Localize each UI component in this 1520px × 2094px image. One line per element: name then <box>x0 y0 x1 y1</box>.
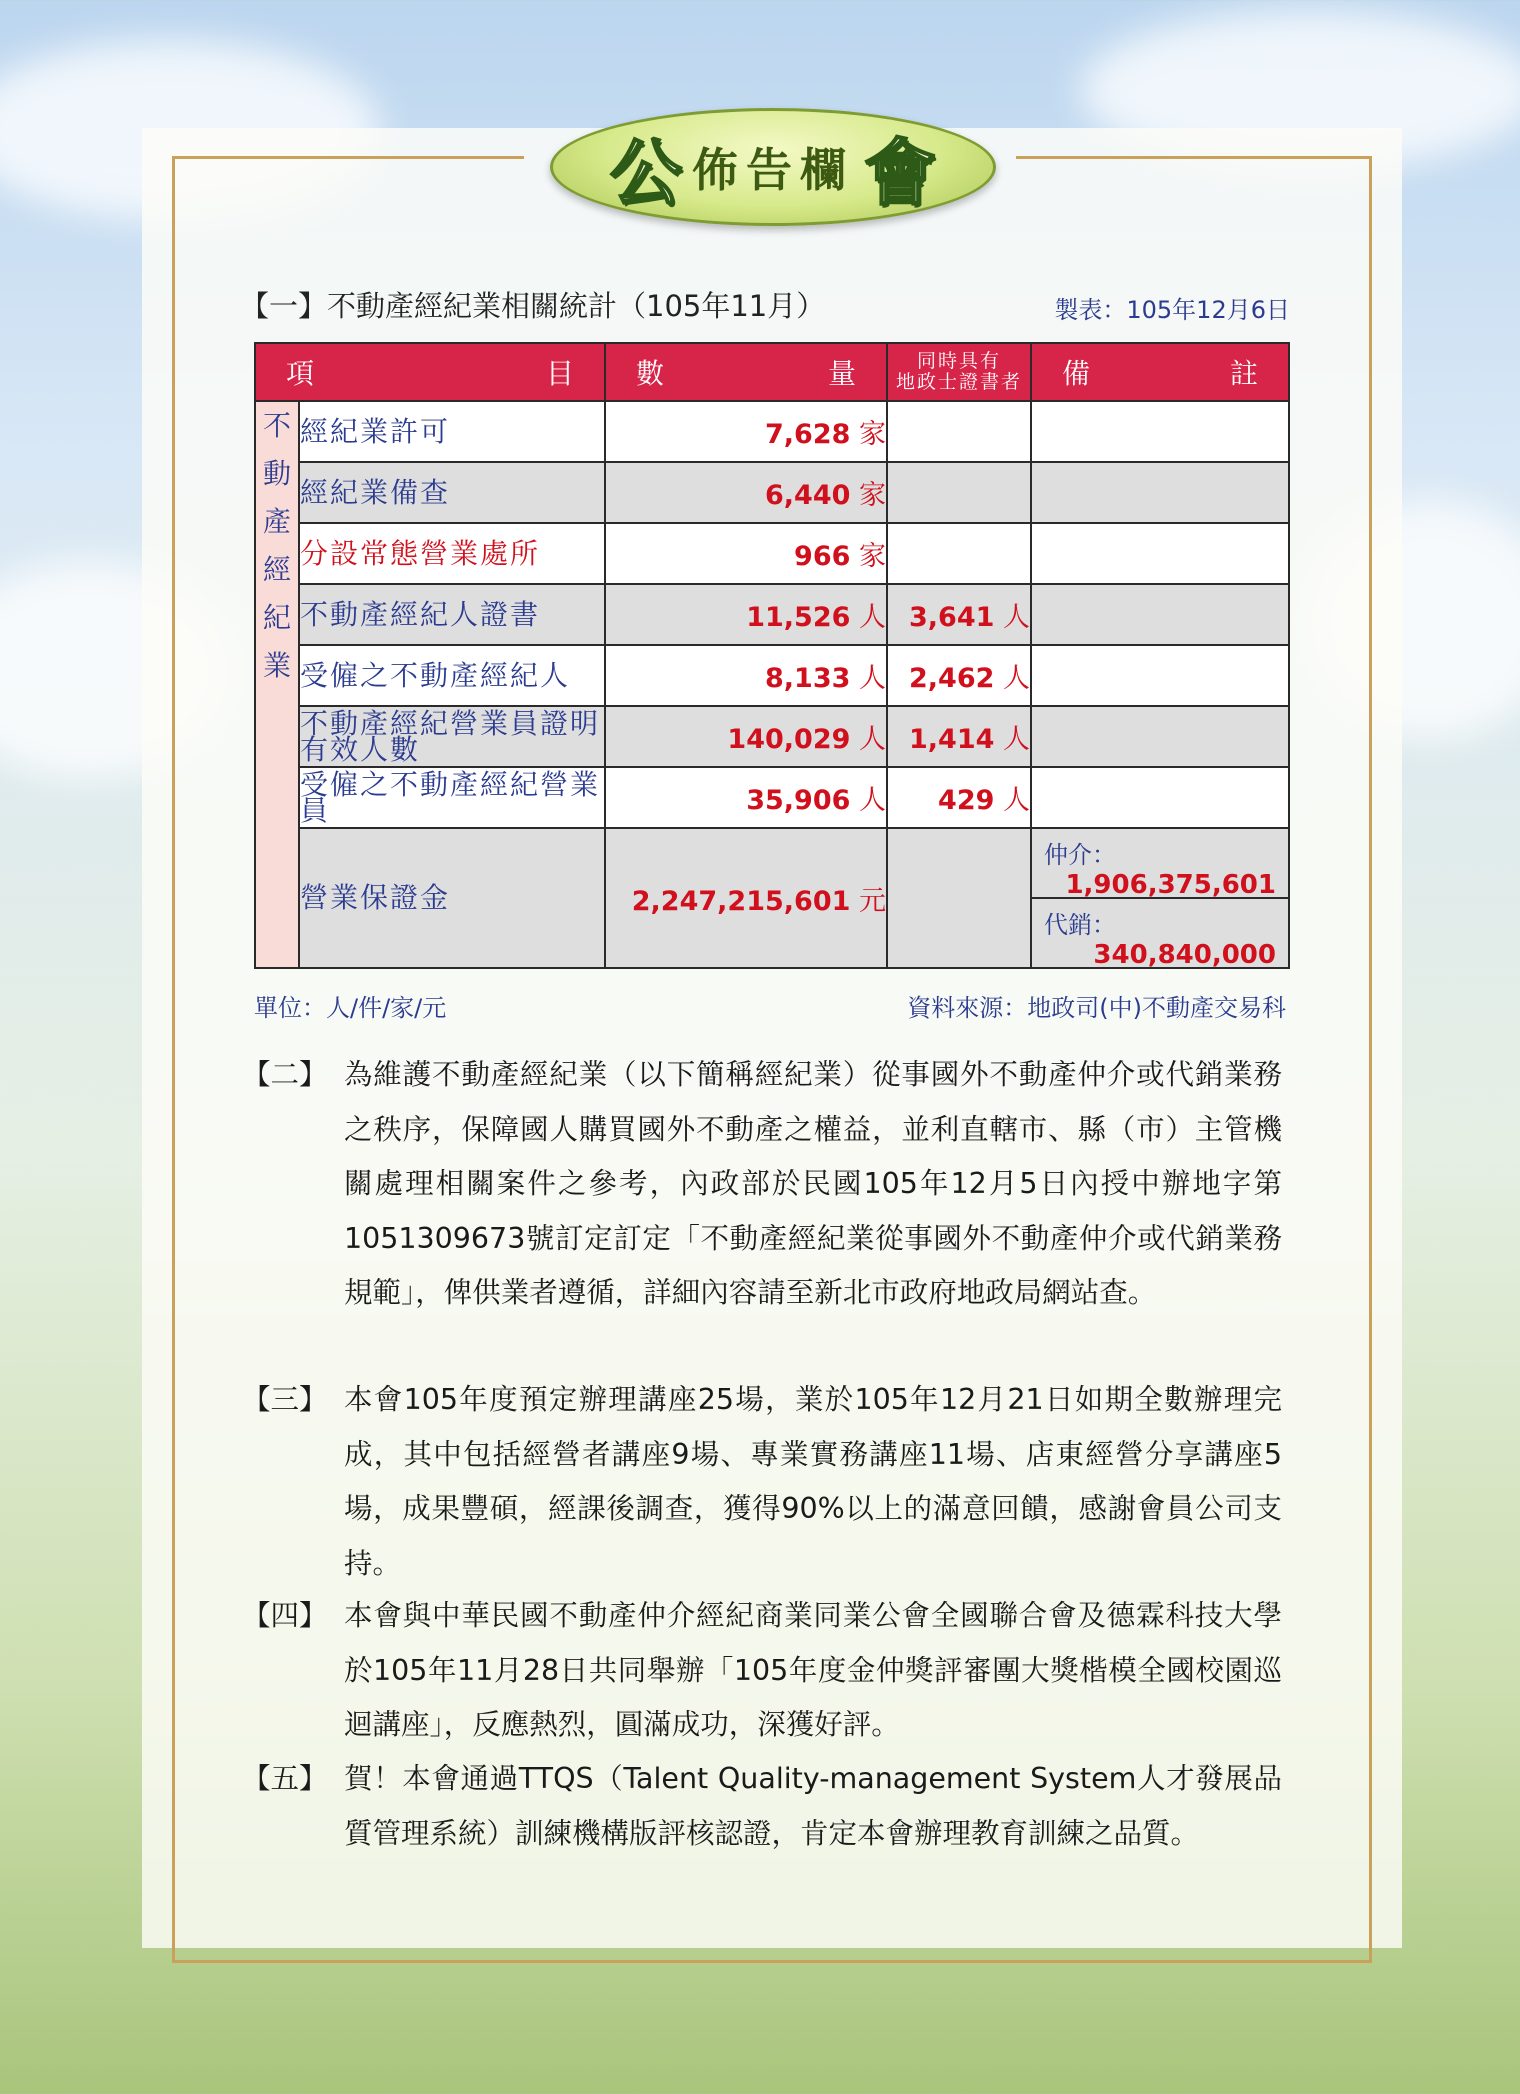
row-cert: 2,462 人 <box>887 645 1031 706</box>
row-remark <box>1031 462 1289 523</box>
paragraph-text: 本會與中華民國不動產仲介經紀商業同業公會全國聯合會及德霖科技大學於105年11月28日共同舉辦「105年度金仲獎評審團大獎楷模全國校園巡迴講座」，反應熱烈，圓滿成功，深獲好評。 <box>344 1599 1282 1741</box>
table-row <box>255 645 1289 706</box>
paragraph-text: 本會105年度預定辦理講座25場，業於105年12月21日如期全數辦理完成，其中包括經營者講座9場、專業實務講座11場、店東經營分享講座5場，成果豐碩，經課後調查，獲得90%以上的滿意回饋，感謝會員公司支持。 <box>344 1383 1282 1580</box>
table-row <box>255 523 1289 584</box>
row-item: 受僱之不動產經紀人 <box>299 645 605 706</box>
remark-label: 仲介： <box>1044 841 1116 869</box>
row-quantity: 8,133 人 <box>605 645 887 706</box>
row-remark <box>1031 706 1289 767</box>
header-remark: 備 註 <box>1031 343 1289 401</box>
frame-top-right <box>1016 156 1372 159</box>
row-quantity: 11,526 人 <box>605 584 887 645</box>
table-row <box>255 462 1289 523</box>
table-row <box>255 706 1289 767</box>
row-cert <box>887 462 1031 523</box>
paragraph-text: 為維護不動產經紀業（以下簡稱經紀業）從事國外不動產仲介或代銷業務之秩序，保障國人購買國外不動產之權益，並利直轄市、縣（市）主管機關處理相關案件之參考，內政部於民國105年12月5日內授中辦地字第1051309673號訂定訂定「不動產經紀業從事國外不動產仲介或代銷業務規範」，俾供業者遵循，詳細內容請至新北市政府地政局網站查。 <box>344 1058 1282 1309</box>
remark-value: 340,840,000 <box>1093 940 1276 970</box>
table-header-row <box>255 343 1289 401</box>
table-row <box>255 401 1289 462</box>
unit-note: 單位：人/件/家/元 <box>254 994 447 1022</box>
frame-top-left <box>172 156 524 159</box>
row-quantity: 2,247,215,601 元 <box>605 828 887 968</box>
row-quantity: 35,906 人 <box>605 767 887 828</box>
row-item: 不動產經紀營業員證明有效人數 <box>299 706 605 767</box>
bulletin-title-badge <box>550 108 996 226</box>
paragraph-mark: 【二】 <box>242 1058 328 1091</box>
paragraph <box>242 1373 1282 1591</box>
statistics-table <box>254 342 1290 969</box>
section-heading: 【一】不動產經紀業相關統計（105年11月） <box>240 289 826 323</box>
row-remark <box>1031 767 1289 828</box>
row-cert: 429 人 <box>887 767 1031 828</box>
row-quantity: 140,029 人 <box>605 706 887 767</box>
title-char-right: 會 <box>864 130 937 215</box>
row-remark <box>1031 523 1289 584</box>
row-quantity: 7,628 家 <box>605 401 887 462</box>
header-quantity: 數 量 <box>605 343 887 401</box>
source-note: 資料來源：地政司(中)不動產交易科 <box>907 994 1286 1022</box>
table-row <box>255 584 1289 645</box>
row-item: 不動產經紀人證書 <box>299 584 605 645</box>
paragraph-mark: 【三】 <box>242 1383 328 1416</box>
row-remark <box>1031 645 1289 706</box>
paragraph <box>242 1752 1282 1861</box>
row-cert <box>887 401 1031 462</box>
frame-bottom <box>172 1960 1372 1963</box>
row-item: 經紀業許可 <box>299 401 605 462</box>
made-date: 製表：105年12月6日 <box>1054 296 1290 324</box>
table-row <box>255 767 1289 828</box>
frame-right <box>1369 156 1372 1962</box>
side-label: 不 動 產 經 紀 業 <box>255 401 299 968</box>
row-item: 受僱之不動產經紀營業員 <box>299 767 605 828</box>
row-remark <box>1031 401 1289 462</box>
title-text: 佈告欄 <box>692 143 854 197</box>
row-remark <box>1031 828 1289 968</box>
row-cert <box>887 828 1031 968</box>
row-item: 經紀業備查 <box>299 462 605 523</box>
row-quantity: 6,440 家 <box>605 462 887 523</box>
table-row-deposit <box>255 828 1289 968</box>
row-quantity: 966 家 <box>605 523 887 584</box>
row-cert: 1,414 人 <box>887 706 1031 767</box>
row-cert: 3,641 人 <box>887 584 1031 645</box>
paragraph-mark: 【五】 <box>242 1762 328 1795</box>
row-item: 營業保證金 <box>299 828 605 968</box>
title-char-left: 公 <box>609 130 682 215</box>
paragraph-mark: 【四】 <box>242 1599 328 1632</box>
header-cert: 同時具有 地政士證書者 <box>887 343 1031 401</box>
paragraph <box>242 1048 1282 1321</box>
row-cert <box>887 523 1031 584</box>
paragraph <box>242 1589 1282 1753</box>
paragraph-text: 賀！本會通過TTQS（Talent Quality-management System人才發展品質管理系統）訓練機構版評核認證，肯定本會辦理教育訓練之品質。 <box>344 1762 1282 1850</box>
remark-label: 代銷： <box>1044 911 1116 939</box>
header-item: 項 目 <box>255 343 605 401</box>
row-item: 分設常態營業處所 <box>299 523 605 584</box>
row-remark <box>1031 584 1289 645</box>
frame-left <box>172 156 175 1962</box>
remark-value: 1,906,375,601 <box>1065 870 1276 900</box>
